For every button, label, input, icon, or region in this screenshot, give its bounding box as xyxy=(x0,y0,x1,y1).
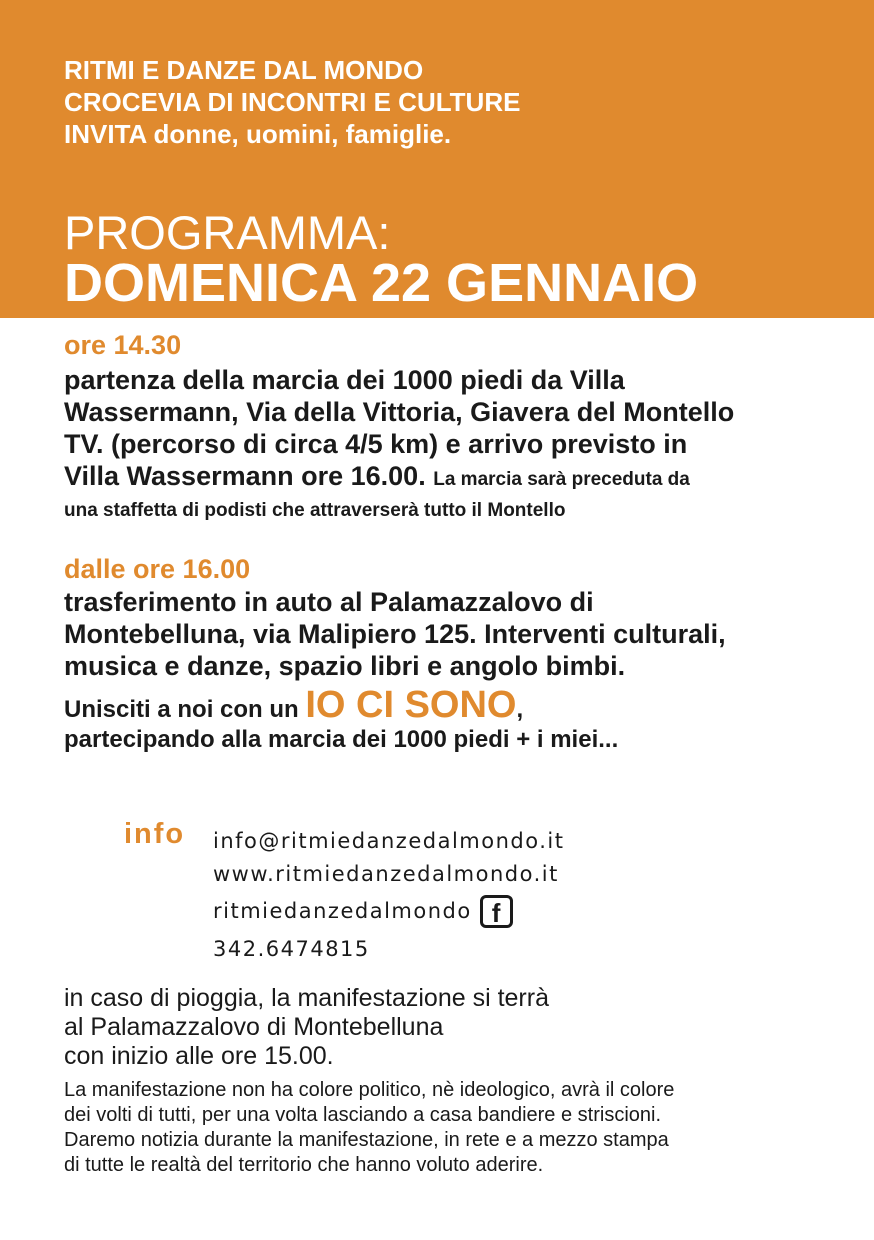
join-line-1 xyxy=(64,684,824,727)
event-2-line: trasferimento in auto al Palamazzalovo di xyxy=(64,587,594,617)
facebook-glyph: f xyxy=(491,897,501,928)
intro-line: RITMI E DANZE DAL MONDO xyxy=(64,55,424,85)
rain-notice xyxy=(64,984,549,1071)
info-phone[interactable]: 342.6474815 xyxy=(213,936,370,961)
disclaimer-line: La manifestazione non ha colore politico, nè ideologico, avrà il colore xyxy=(64,1079,675,1101)
rain-line: al Palamazzalovo di Montebelluna xyxy=(64,1013,444,1041)
event-1-line: Wassermann, Via della Vittoria, Giavera del Montello xyxy=(64,397,735,427)
event-2-line: musica e danze, spazio libri e angolo bimbi. xyxy=(64,651,626,681)
disclaimer-line: di tutte le realtà del territorio che hanno voluto aderire. xyxy=(64,1154,544,1176)
event-1-note: La marcia sarà preceduta da xyxy=(433,469,690,490)
program-label: PROGRAMMA: xyxy=(64,206,391,259)
join-prefix: Unisciti a noi con un xyxy=(64,696,306,723)
disclaimer xyxy=(64,1078,674,1178)
event-1-last-line xyxy=(64,460,824,496)
event-1-line: partenza della marcia dei 1000 piedi da Villa xyxy=(64,365,625,395)
event-1-line: TV. (percorso di circa 4/5 km) e arrivo previsto in xyxy=(64,429,688,459)
info-facebook[interactable] xyxy=(213,890,564,932)
intro-line: CROCEVIA DI INCONTRI E CULTURE xyxy=(64,87,521,117)
event-2 xyxy=(64,554,824,682)
disclaimer-line: dei volti di tutti, per una volta lasciando a casa bandiere e striscioni. xyxy=(64,1104,662,1126)
event-1-description xyxy=(64,364,824,496)
event-1-note-line: una staffetta di podisti che attraverserà tutto il Montello xyxy=(64,500,566,521)
event-2-description xyxy=(64,586,824,682)
join-call xyxy=(64,684,824,757)
io-ci-sono-highlight: IO CI SONO xyxy=(305,684,517,726)
event-2-line: Montebelluna, via Malipiero 125. Interventi culturali, xyxy=(64,619,726,649)
join-suffix: , xyxy=(516,696,524,723)
event-1-time: ore 14.30 xyxy=(64,330,182,360)
event-2-time: dalle ore 16.00 xyxy=(64,554,251,584)
intro-text xyxy=(64,54,520,150)
program-date: DOMENICA 22 GENNAIO xyxy=(64,253,699,313)
join-line-2: partecipando alla marcia dei 1000 piedi + i miei... xyxy=(64,726,619,753)
rain-line: in caso di pioggia, la manifestazione si terrà xyxy=(64,984,549,1012)
event-1 xyxy=(64,330,824,526)
info-website[interactable]: www.ritmiedanzedalmondo.it xyxy=(213,861,559,886)
disclaimer-line: Daremo notizia durante la manifestazione, in rete e a mezzo stampa xyxy=(64,1129,669,1151)
info-email[interactable]: info@ritmiedanzedalmondo.it xyxy=(213,828,565,853)
intro-line: INVITA donne, uomini, famiglie. xyxy=(64,119,452,149)
event-1-line: Villa Wassermann ore 16.00. xyxy=(64,461,426,491)
facebook-handle[interactable]: ritmiedanzedalmondo xyxy=(213,899,472,923)
facebook-icon[interactable] xyxy=(480,895,513,928)
info-contacts xyxy=(213,824,564,965)
rain-line: con inizio alle ore 15.00. xyxy=(64,1042,334,1070)
header-banner xyxy=(0,0,874,318)
info-label: info xyxy=(124,818,186,850)
